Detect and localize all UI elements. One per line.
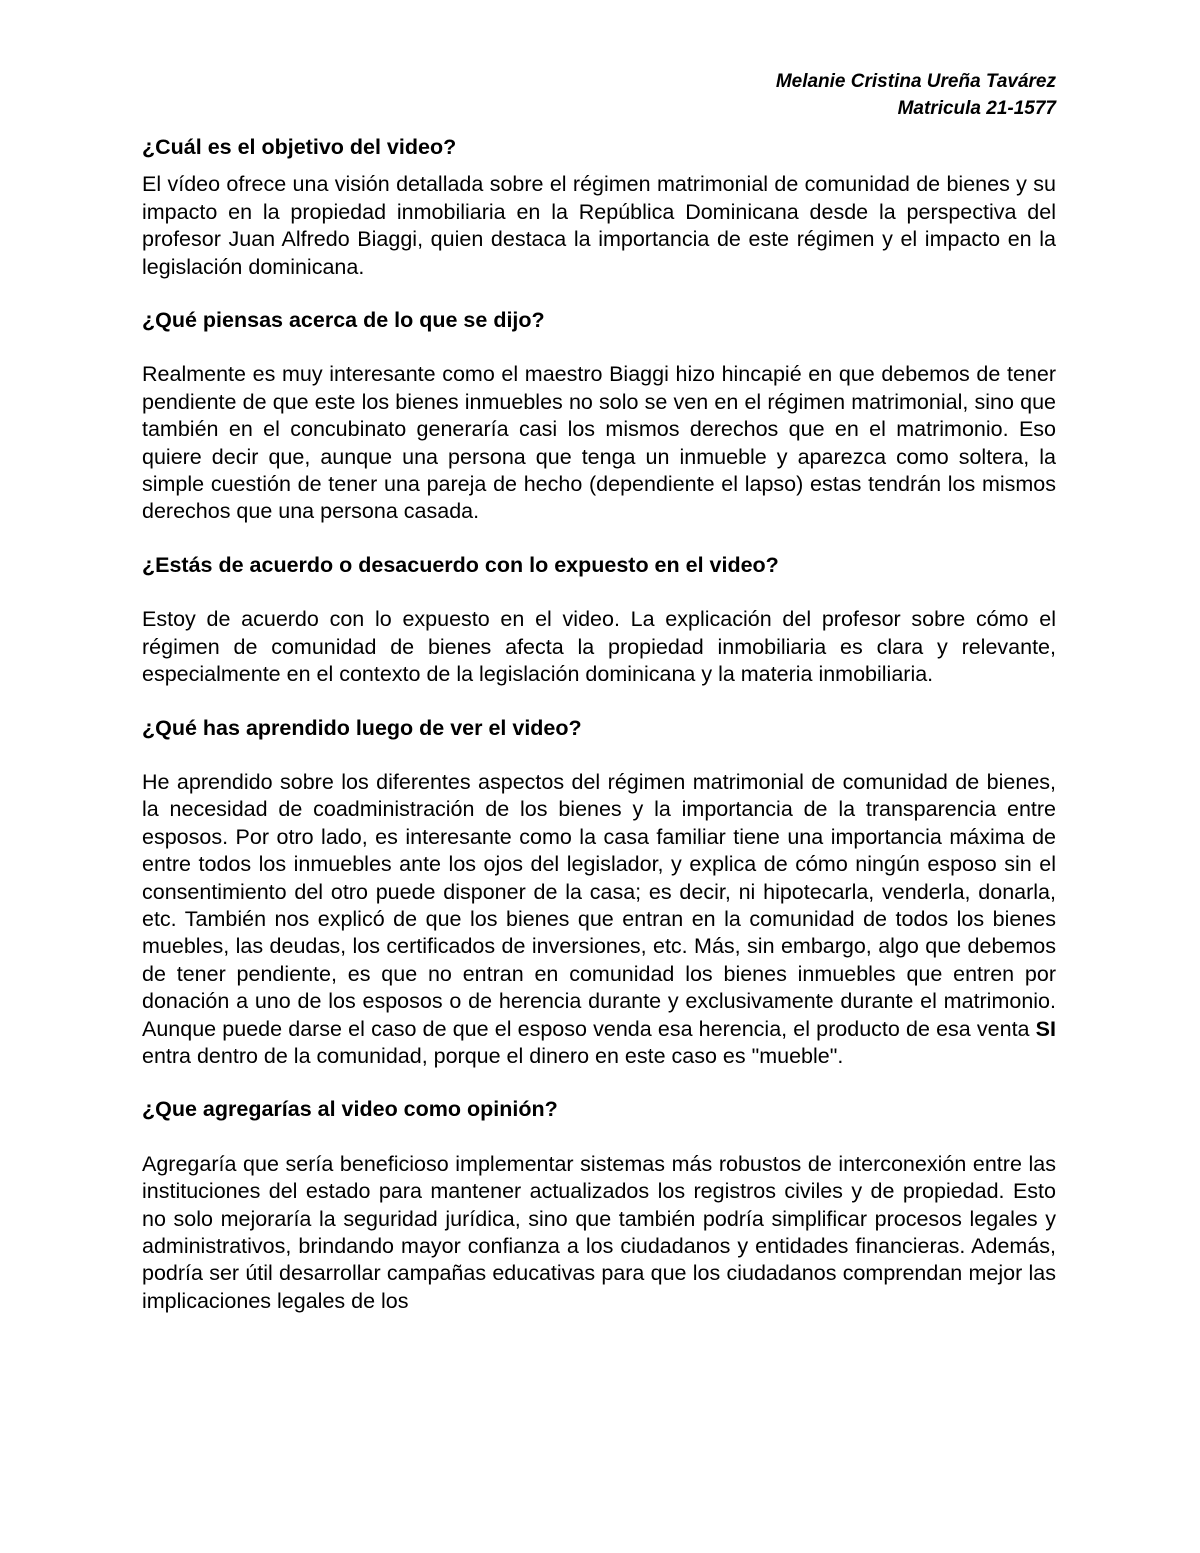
student-id: Matricula 21-1577 [897, 98, 1056, 119]
question-heading: ¿Cuál es el objetivo del video? [142, 135, 457, 159]
answer-emphasis: SI [1035, 1016, 1056, 1041]
answer-paragraph: El vídeo ofrece una visión detallada sobre el régimen matrimonial de comunidad de bienes y su impacto en la propiedad inmobiliaria en la República Dominicana desde la perspectiva del profesor Juan Alfredo Biaggi, quien destaca la importancia de este régimen y el impacto en la legislación dominicana. [142, 172, 1056, 279]
document-page [142, 68, 1056, 1315]
question-heading: ¿Estás de acuerdo o desacuerdo con lo expuesto en el video? [142, 552, 779, 577]
answer-paragraph [142, 769, 1056, 1070]
answer-paragraph: Estoy de acuerdo con lo expuesto en el video. La explicación del profesor sobre cómo el régimen de comunidad de bienes afecta la propiedad inmobiliaria es clara y relevante, especialmente en el contexto de la legislación dominicana y la materia inmobiliaria. [142, 607, 1056, 687]
answer-paragraph: Agregaría que sería beneficioso implementar sistemas más robustos de interconexión entre las instituciones del estado para mantener actualizados los registros civiles y de propiedad. Esto no solo mejoraría la seguridad jurídica, sino que también podría simplificar procesos legales y administrativos, brindando mayor confianza a los ciudadanos y entidades financieras. Además, podría ser útil desarrollar campañas educativas para que los ciudadanos comprendan mejor las implicaciones legales de los [142, 1151, 1056, 1313]
author-header [142, 68, 1056, 122]
question-heading: ¿Qué piensas acerca de lo que se dijo? [142, 308, 545, 333]
answer-paragraph: Realmente es muy interesante como el maestro Biaggi hizo hincapié en que debemos de tener pendiente de que este los bienes inmuebles no solo se ven en el régimen matrimonial, sino que también en el concubinato generaría casi los mismos derechos que en el matrimonio. Eso quiere decir que, aunque una persona que tenga un inmueble y aparezca como soltera, la simple cuestión de tener una pareja de hecho (dependiente el lapso) estas tendrán los mismos derechos que una persona casada. [142, 362, 1056, 524]
answer-text: He aprendido sobre los diferentes aspectos del régimen matrimonial de comunidad de bienes, la necesidad de coadministración de los bienes y la importancia de la transparencia entre esposos. Por otro lado, es interesante como la casa familiar tiene una importancia máxima de entre todos los inmuebles ante los ojos del legislador, y explica de cómo ningún esposo sin el consentimiento del otro puede disponer de la casa; es decir, ni hipotecarla, venderla, donarla, etc. También nos explicó de que los bienes que entran en la comunidad de todos los bienes muebles, las deudas, los certificados de inversiones, etc. Más, sin embargo, algo que debemos de tener pendiente, es que no entran en comunidad los bienes inmuebles que entren por donación a uno de los esposos o de herencia durante y exclusivamente durante el matrimonio. Aunque puede darse el caso de que el esposo venda esa herencia, el producto de esa venta [142, 769, 1056, 1041]
question-heading: ¿Qué has aprendido luego de ver el video? [142, 715, 582, 740]
author-name: Melanie Cristina Ureña Tavárez [775, 71, 1056, 92]
question-heading: ¿Que agregarías al video como opinión? [142, 1097, 558, 1122]
answer-text: entra dentro de la comunidad, porque el dinero en este caso es "mueble". [142, 1043, 844, 1068]
